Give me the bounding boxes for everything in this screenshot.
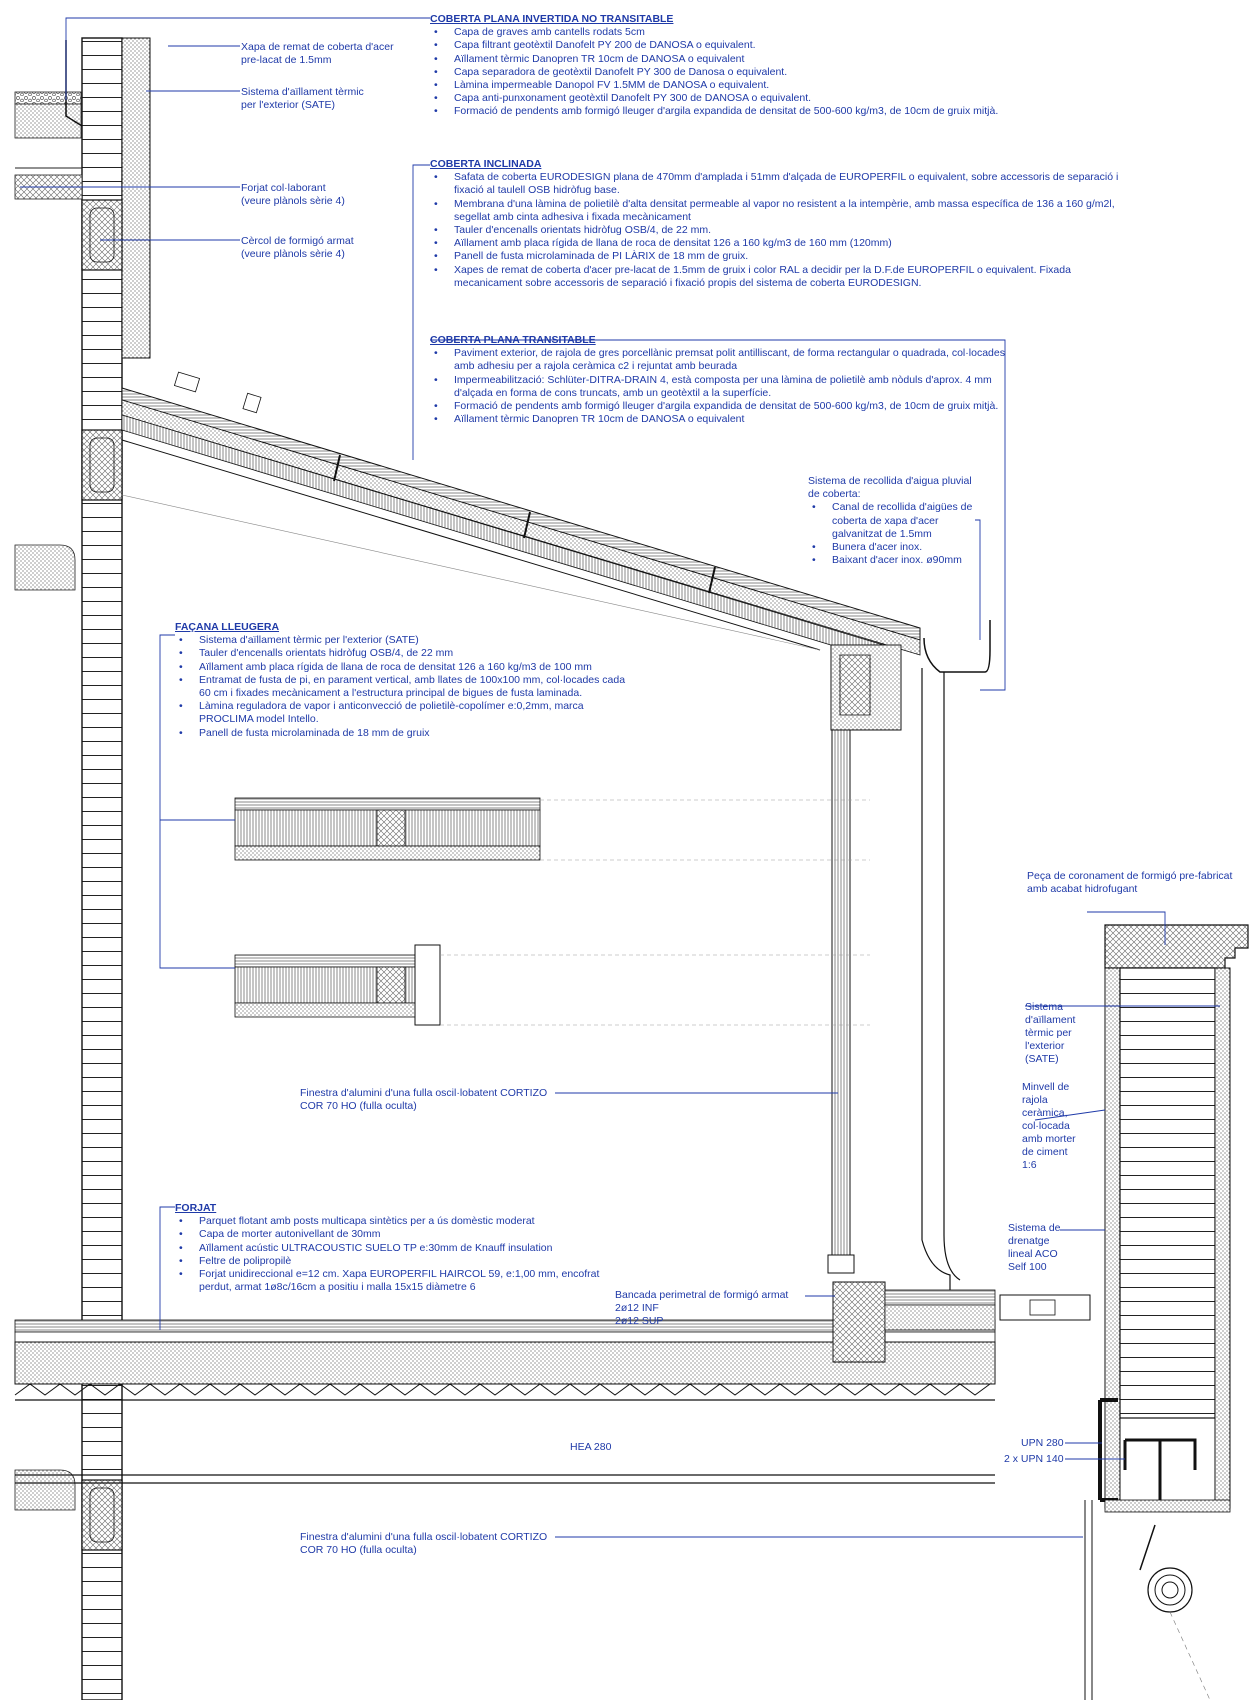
list-item: • Formació de pendents amb formigó lleuger d'argila expandida de densitat de 500-600 kg/m3, de 10cm de gruix mitjà.: [454, 105, 1050, 118]
label-hea: HEA 280: [570, 1441, 612, 1453]
list-item: • Capa separadora de geotèxtil Danofelt PY 300 de Danosa o equivalent.: [454, 66, 1050, 79]
label-coronament: Peça de coronament de formigó pre-fabricat amb acabat hidrofugant: [1027, 870, 1233, 895]
label-xapa-remat: Xapa de remat de coberta d'acer pre-lacat de 1.5mm: [241, 41, 394, 66]
window-frame: [828, 730, 854, 1273]
list-item: • Feltre de polipropilè: [199, 1255, 600, 1268]
label-cercol: Cèrcol de formigó armat (veure plànols sèrie 4): [241, 235, 354, 260]
section-forjat-title: FORJAT: [175, 1202, 217, 1214]
section-forjat: [175, 1202, 600, 1294]
inverted-roof-stub: [15, 40, 82, 199]
main-brick-wall: [82, 38, 150, 1700]
section-inclinada-list: [430, 171, 1120, 290]
section-facana: [175, 621, 630, 740]
section-transitable-title: COBERTA PLANA TRANSITABLE: [430, 334, 596, 346]
list-item: • Safata de coberta EURODESIGN plana de 470mm d'amplada i 51mm d'alçada de EUROPERFIL o equivalent, sobre accessoris de separació i fixació al taulell OSB hidròfug base.: [454, 171, 1120, 197]
facade-detail-2: [235, 945, 870, 1025]
label-sate-right: Sistema d'aïllament tèrmic per l'exterior (SATE): [1025, 1001, 1076, 1065]
facade-detail-1: [235, 798, 870, 860]
list-item: • Bunera d'acer inox.: [832, 541, 983, 554]
section-transitable: [430, 334, 1010, 426]
label-pluvial-list: [808, 501, 983, 567]
list-item: • Panell de fusta microlaminada de 18 mm de gruix: [199, 727, 630, 740]
list-item: • Canal de recollida d'aigües de coberta de xapa d'acer galvanitzat de 1.5mm: [832, 501, 983, 541]
list-item: • Formació de pendents amb formigó lleuger d'argila expandida de densitat de 500-600 kg/m3, de 10cm de gruix mitjà.: [454, 400, 1010, 413]
list-item: • Aïllament tèrmic Danopren TR 10cm de DANOSA o equivalent: [454, 53, 1050, 66]
floor-slab: [15, 1282, 995, 1483]
list-item: • Aïllament acústic ULTRACOUSTIC SUELO TP e:30mm de Knauff insulation: [199, 1242, 600, 1255]
label-finestra-upper: Finestra d'alumini d'una fulla oscil·lobatent CORTIZO COR 70 HO (fulla oculta): [300, 1087, 548, 1112]
list-item: • Aïllament amb placa rígida de llana de roca de densitat 126 a 160 kg/m3 de 160 mm (120mm): [454, 237, 1120, 250]
label-pluvial: [808, 475, 983, 567]
list-item: • Tauler d'encenalls orientats hidròfug OSB/4, de 22 mm.: [454, 224, 1120, 237]
label-bancada: Bancada perimetral de formigó armat 2ø12 INF 2ø12 SUP: [615, 1289, 789, 1327]
list-item: • Làmina reguladora de vapor i anticonvecció de polietilè-copolímer e:0,2mm, marca PROCLIMA model Intello.: [199, 700, 630, 726]
list-item: • Baixant d'acer inox. ø90mm: [832, 554, 983, 567]
list-item: • Capa anti-punxonament geotèxtil Danofelt PY 300 de DANOSA o equivalent.: [454, 92, 1050, 105]
list-item: • Capa de graves amb cantells rodats 5cm: [454, 26, 1050, 39]
list-item: • Parquet flotant amb posts multicapa sintètics per a ús domèstic moderat: [199, 1215, 600, 1228]
list-item: • Xapes de remat de coberta d'acer pre-lacat de 1.5mm de gruix i color RAL a decidir per la D.F.de EUROPERFIL o equivalent. Fixada mecanicament sobre accessoris de separació i fixació propis del sistema de coberta EURODESIGN.: [454, 264, 1120, 290]
label-upn140: 2 x UPN 140: [1004, 1453, 1064, 1465]
list-item: • Aïllament amb placa rígida de llana de roca de densitat 126 a 160 kg/m3 de 100 mm: [199, 661, 630, 674]
section-invertida-title: COBERTA PLANA INVERTIDA NO TRANSITABLE: [430, 13, 674, 25]
list-item: • Capa filtrant geotèxtil Danofelt PY 200 de DANOSA o equivalent.: [454, 39, 1050, 52]
list-item: • Membrana d'una làmina de polietilè d'alta densitat permeable al vapor no resistent a la intempèrie, amb massa específica de 136 a 160 g/m2l, segellat amb cinta adhesiva i fixada mecànicament: [454, 198, 1120, 224]
label-upn280: UPN 280: [1021, 1437, 1064, 1449]
list-item: • Entramat de fusta de pi, en parament vertical, amb llates de 100x100 mm, col·locades cada 60 cm i fixades mecànicament a l'estructura principal de bigues de fusta laminada.: [199, 674, 630, 700]
list-item: • Sistema d'aïllament tèrmic per l'exterior (SATE): [199, 634, 630, 647]
label-minvell: Minvell de rajola ceràmica, col·locada amb morter de ciment 1:6: [1022, 1081, 1076, 1171]
section-facana-list: [175, 634, 630, 740]
section-transitable-list: [430, 347, 1010, 426]
list-item: • Tauler d'encenalls orientats hidròfug OSB/4, de 22 mm: [199, 647, 630, 660]
list-item: • Paviment exterior, de rajola de gres porcellànic premsat polit antilliscant, de forma rectangular o quadrada, col·locades amb adhesiu per a rajola ceràmica c2 i rejuntat amb beurada: [454, 347, 1010, 373]
label-pluvial-head: Sistema de recollida d'aigua pluvial de coberta:: [808, 475, 972, 501]
section-invertida: [430, 13, 1050, 119]
list-item: • Forjat unidireccional e=12 cm. Xapa EUROPERFIL HAIRCOL 59, e:1,00 mm, encofrat perdut, armat 1ø8c/16cm a positiu i malla 15x15 diàmetre 6: [199, 1268, 600, 1294]
list-item: • Làmina impermeable Danopol FV 1.5MM de DANOSA o equivalent.: [454, 79, 1050, 92]
section-facana-title: FAÇANA LLEUGERA: [175, 621, 280, 633]
list-item: • Aïllament tèrmic Danopren TR 10cm de DANOSA o equivalent: [454, 413, 1010, 426]
label-sate: Sistema d'aïllament tèrmic per l'exterior (SATE): [241, 86, 364, 111]
label-forjat-colaborant: Forjat col·laborant (veure plànols sèrie 4): [241, 182, 345, 207]
section-inclinada-title: COBERTA INCLINADA: [430, 158, 542, 170]
section-forjat-list: [175, 1215, 600, 1294]
section-inclinada: [430, 158, 1120, 290]
label-drenatge: Sistema de drenatge lineal ACO Self 100: [1008, 1222, 1061, 1273]
label-finestra-lower: Finestra d'alumini d'una fulla oscil·lobatent CORTIZO COR 70 HO (fulla oculta): [300, 1531, 548, 1556]
list-item: • Impermeabilització: Schlüter-DITRA-DRAIN 4, està composta per una làmina de polietilè amb nòduls d'aprox. 4 mm d'alçada en forma de cons truncats, amb un geotèxtil a la superfície.: [454, 374, 1010, 400]
list-item: • Capa de morter autonivellant de 30mm: [199, 1228, 600, 1241]
list-item: • Panell de fusta microlaminada de PI LÀRIX de 18 mm de gruix.: [454, 250, 1120, 263]
section-invertida-list: [430, 26, 1050, 118]
